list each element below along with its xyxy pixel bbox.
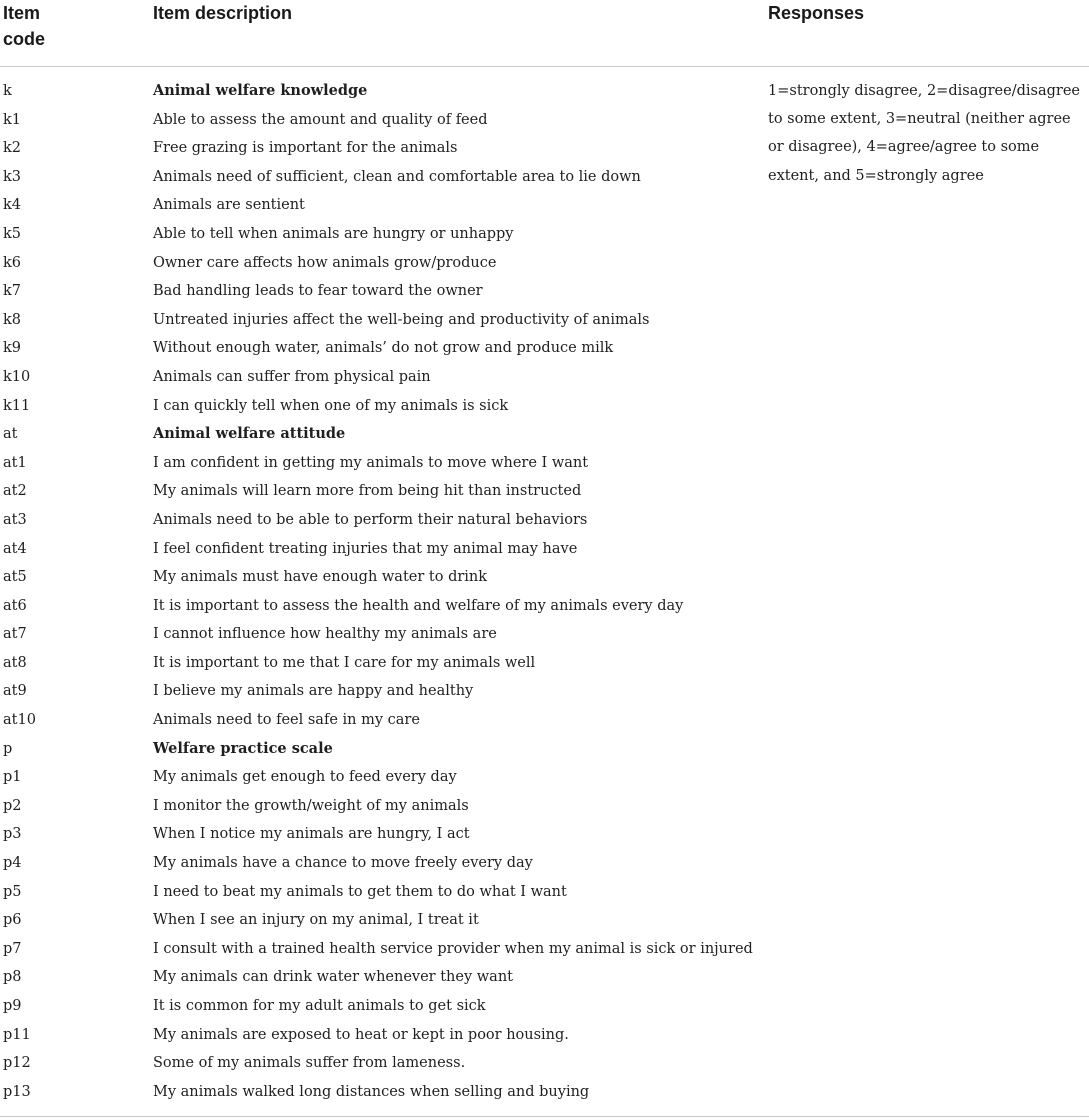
item-description: Without enough water, animals’ do not grow and produce milk — [153, 340, 614, 357]
item-description: I believe my animals are happy and healthy — [153, 683, 474, 700]
item-code: at7 — [3, 626, 27, 643]
item-description: My animals must have enough water to drink — [153, 569, 488, 586]
table-row — [0, 906, 1089, 935]
item-code: k4 — [3, 197, 22, 214]
table-row — [0, 249, 1089, 278]
table-row — [0, 649, 1089, 678]
table-row — [0, 878, 1089, 907]
item-code: at8 — [3, 654, 27, 671]
responses-scale-text: 1=strongly disagree, 2=disagree/disagree to some extent, 3=neutral (neither agree or disagree), 4=agree/agree to some extent, and 5=strongly agree — [768, 83, 1080, 184]
table-row — [0, 677, 1089, 706]
item-description: I am confident in getting my animals to move where I want — [153, 454, 589, 471]
item-code: p13 — [3, 1083, 31, 1100]
item-code: k6 — [3, 254, 22, 271]
item-code: p12 — [3, 1055, 31, 1072]
item-code: at9 — [3, 683, 27, 700]
item-code: p — [3, 740, 13, 757]
table-row — [0, 963, 1089, 992]
table-bottom-divider — [0, 1116, 1089, 1117]
section-title: Animal welfare attitude — [153, 425, 346, 443]
section-row — [0, 735, 1089, 764]
item-code: k10 — [3, 368, 31, 385]
item-code: at10 — [3, 712, 36, 729]
item-description: I cannot influence how healthy my animals are — [153, 626, 497, 643]
table-row — [0, 477, 1089, 506]
item-description: When I see an injury on my animal, I treat it — [153, 912, 479, 929]
item-description: My animals walked long distances when selling and buying — [153, 1083, 590, 1100]
header-divider — [0, 66, 1089, 67]
table-row — [0, 1049, 1089, 1078]
item-description: Some of my animals suffer from lameness. — [153, 1055, 466, 1072]
item-code: k7 — [3, 283, 22, 300]
table-row — [0, 792, 1089, 821]
item-description: Animals are sentient — [153, 197, 305, 214]
table-header — [0, 0, 1089, 66]
item-code: p5 — [3, 883, 22, 900]
table-row — [0, 1021, 1089, 1050]
item-code: k1 — [3, 111, 22, 128]
item-description: Able to tell when animals are hungry or unhappy — [153, 225, 514, 242]
table-row — [0, 449, 1089, 478]
item-code: p11 — [3, 1026, 31, 1043]
item-description: I feel confident treating injuries that my animal may have — [153, 540, 578, 557]
item-code: p9 — [3, 998, 22, 1014]
item-description: My animals are exposed to heat or kept in poor housing. — [153, 1026, 569, 1043]
item-code: k5 — [3, 225, 22, 242]
item-description: It is important to me that I care for my animals well — [153, 654, 536, 671]
item-code: at — [3, 426, 18, 443]
item-description: I need to beat my animals to get them to do what I want — [153, 883, 567, 900]
item-code: at2 — [3, 483, 27, 500]
item-code: k2 — [3, 140, 22, 157]
item-description: My animals can drink water whenever they want — [153, 969, 513, 986]
item-description: I consult with a trained health service provider when my animal is sick or injured — [153, 940, 753, 957]
table-row — [0, 220, 1089, 249]
table-row — [0, 563, 1089, 592]
header-item-code: Item code — [3, 3, 46, 49]
section-title: Animal welfare knowledge — [153, 82, 368, 99]
item-code: at1 — [3, 454, 27, 471]
table-row — [0, 363, 1089, 392]
table-row — [0, 392, 1089, 421]
table-row — [0, 306, 1089, 335]
table-row — [0, 535, 1089, 564]
item-description: Free grazing is important for the animals — [153, 140, 458, 157]
item-description: Owner care affects how animals grow/produce — [153, 254, 497, 271]
item-code: p8 — [3, 969, 22, 986]
item-code: at3 — [3, 511, 27, 528]
table-row — [0, 706, 1089, 735]
item-description: Animals need of sufficient, clean and comfortable area to lie down — [153, 168, 641, 185]
item-description: Animals can suffer from physical pain — [153, 368, 431, 385]
table-row — [0, 763, 1089, 792]
table-row — [0, 277, 1089, 306]
table-row — [0, 191, 1089, 220]
header-item-description: Item description — [153, 3, 293, 23]
header-responses: Responses — [768, 3, 865, 23]
section-row — [0, 420, 1089, 449]
item-description: I can quickly tell when one of my animals is sick — [153, 397, 509, 414]
section-title: Welfare practice scale — [153, 739, 333, 757]
item-description: Able to assess the amount and quality of feed — [153, 111, 488, 128]
item-code: at6 — [3, 597, 27, 614]
item-description: Animals need to be able to perform their natural behaviors — [153, 511, 588, 528]
item-code: p4 — [3, 855, 22, 872]
item-description: My animals will learn more from being hit than instructed — [153, 483, 582, 500]
item-code: at4 — [3, 540, 27, 557]
item-description: It is important to assess the health and welfare of my animals every day — [153, 597, 684, 614]
item-code: k9 — [3, 340, 22, 357]
table-row — [0, 592, 1089, 621]
item-code: p1 — [3, 769, 22, 786]
item-description: Untreated injuries affect the well-being and productivity of animals — [153, 311, 650, 328]
item-description: My animals have a chance to move freely every day — [153, 855, 533, 872]
table-body — [0, 77, 1089, 1106]
table-row — [0, 620, 1089, 649]
item-code: p3 — [3, 826, 22, 843]
item-code: p7 — [3, 940, 22, 957]
table-row — [0, 992, 1089, 1021]
item-code: p6 — [3, 912, 22, 929]
item-description: When I notice my animals are hungry, I act — [153, 826, 470, 843]
item-code: p2 — [3, 797, 22, 814]
item-code: k11 — [3, 397, 31, 414]
item-code: at5 — [3, 569, 27, 586]
item-description: Animals need to feel safe in my care — [153, 712, 420, 729]
item-description: Bad handling leads to fear toward the owner — [153, 283, 483, 300]
table-row — [0, 506, 1089, 535]
table-row — [0, 849, 1089, 878]
item-code: k8 — [3, 311, 22, 328]
item-description: My animals get enough to feed every day — [153, 769, 457, 786]
table-row — [0, 820, 1089, 849]
item-code: k — [3, 83, 12, 99]
item-code: k3 — [3, 168, 22, 185]
item-description: It is common for my adult animals to get sick — [153, 998, 486, 1014]
table-row — [0, 334, 1089, 363]
item-description: I monitor the growth/weight of my animals — [153, 797, 469, 814]
table-row — [0, 1078, 1089, 1107]
table-row — [0, 935, 1089, 964]
